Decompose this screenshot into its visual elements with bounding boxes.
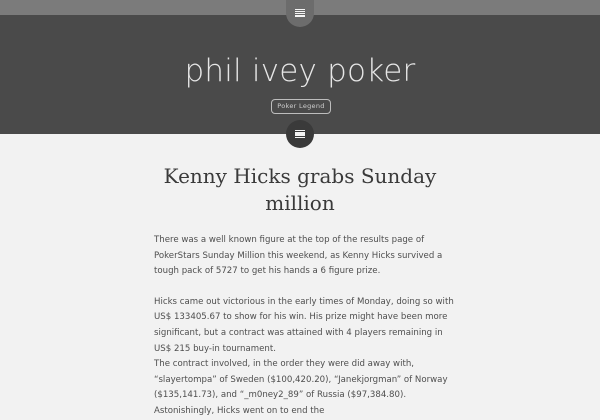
post-paragraph: Hicks came out victorious in the early times of Monday, doing so with US$ 133405.67 to show for his win. His prize might have been more significant, but a contract was attained with 4 players remaining in US$ 215 buy-in tournament. (154, 296, 454, 354)
menu-icon (295, 9, 305, 17)
navigation-menu-button[interactable] (286, 120, 314, 148)
top-menu-button[interactable] (286, 0, 314, 27)
site-header (0, 15, 600, 134)
site-tagline: Poker Legend (271, 99, 331, 114)
site-title[interactable]: phil ivey poker (184, 53, 416, 89)
post-body (154, 233, 454, 420)
post-paragraph: The contract involved, in the order they were did away with, “slayertompa” of Sweden ($100,420.20), “Janekjorgman” of Norway ($135,141.73), and “_m0ney2_89” of Russia ($97,384.80). Astonishingly, Hicks went on to end the (154, 359, 448, 416)
post-title[interactable]: Kenny Hicks grabs Sunday million (163, 164, 437, 215)
menu-icon (295, 130, 305, 138)
post-paragraph: There was a well known figure at the top of the results page of PokerStars Sunday Million this weekend, as Kenny Hicks survived a tough pack of 5727 to get his hands a 6 figure prize. (154, 235, 443, 277)
